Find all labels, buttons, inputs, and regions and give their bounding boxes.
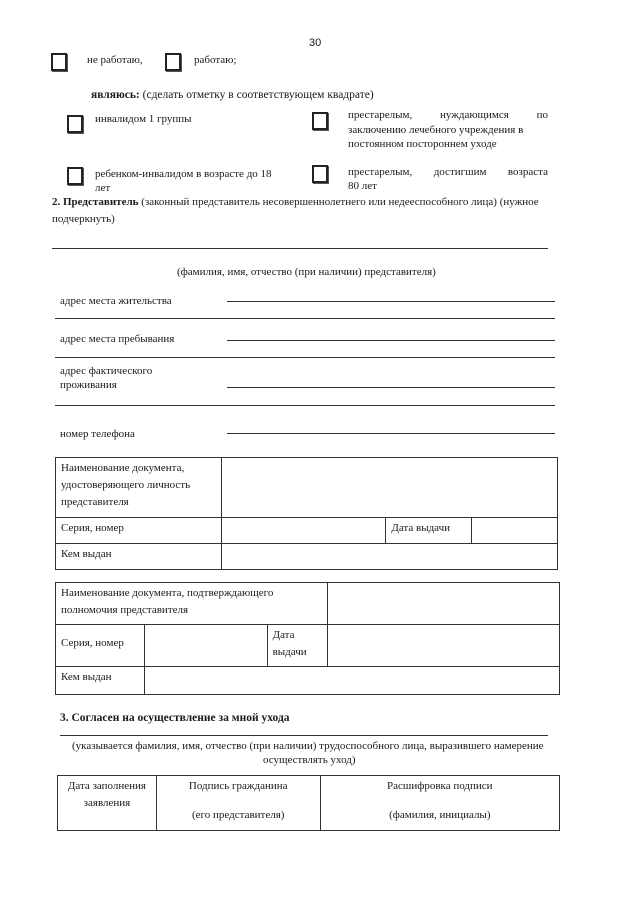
identity-issue-date-value[interactable] [472,518,558,544]
signature-label-line2: (его представителя) [192,809,285,821]
stay-address-line2[interactable] [55,357,555,358]
working-checkbox[interactable] [165,53,181,71]
working-label: работаю; [194,54,237,66]
phone-line[interactable] [227,433,555,434]
authority-series-value[interactable] [144,625,267,667]
authority-document-table [55,582,560,695]
caregiver-caption-line1: (указывается фамилия, имя, отчество (при наличии) трудоспособного лица, выразившего намерение [72,740,544,752]
phone-label: номер телефона [60,428,135,440]
section3-title: 3. Согласен на осуществление за мной ухода [60,712,290,724]
identity-doc-name-line3: представителя [61,496,129,508]
not-working-label: не работаю, [87,54,143,66]
signature-decode-cell[interactable] [320,776,559,831]
identity-doc-name-value[interactable] [221,458,557,518]
elderly-care-label-line3: постоянном постороннем уходе [348,138,497,150]
signature-cell[interactable] [156,776,320,831]
authority-doc-name-line2: полномочия представителя [61,604,189,616]
authority-doc-name-line1: Наименование документа, подтверждающего [61,587,274,599]
status-heading-bold: являюсь: [91,89,140,101]
identity-issued-by-value[interactable] [221,544,557,570]
signature-label-line1: Подпись гражданина [188,780,288,792]
identity-issue-date-label: Дата выдачи [386,518,472,544]
signature-decode-line1: Расшифровка подписи [386,780,493,792]
fill-date-label-line2: заявления [83,797,131,809]
authority-issue-date-label [267,625,327,667]
caregiver-caption-line2: осуществлять уход) [263,754,356,766]
authority-issue-date-line2: выдачи [272,646,307,658]
caregiver-name-line[interactable] [60,735,548,736]
authority-issued-by-value[interactable] [144,667,559,695]
signature-table [57,775,560,831]
elderly-80-label-line2: 80 лет [348,180,377,192]
authority-issue-date-line1: Дата [272,629,295,641]
authority-doc-name-value[interactable] [327,583,559,625]
authority-doc-name-cell [56,583,328,625]
disabled-child-label-line1: ребенком-инвалидом в возрасте до 18 [95,168,272,180]
section2-heading [52,195,539,209]
section2-title: 2. Представитель [52,196,139,208]
status-heading-note: (сделать отметку в соответствующем квадрате) [142,89,374,101]
identity-document-table [55,457,558,570]
fill-date-label-line1: Дата заполнения [67,780,146,792]
identity-doc-name-line1: Наименование документа, [61,462,185,474]
representative-name-line[interactable] [52,248,548,249]
residence-address-label: адрес места жительства [60,295,172,307]
elderly-care-label-line1: престарелым, нуждающимся по [348,109,548,121]
page-number: 30 [309,37,322,49]
section2-note-line1: (законный представитель несовершеннолетнего или недееспособного лица) (нужное [141,196,539,208]
elderly-care-label-line2: заключению лечебного учреждения в [348,124,524,136]
identity-doc-name-line2: удостоверяющего личность [61,479,191,491]
elderly-care-checkbox[interactable] [312,112,328,130]
disabled-child-checkbox[interactable] [67,167,83,185]
disabled-child-label-line2: лет [95,182,111,194]
identity-issued-by-label: Кем выдан [56,544,222,570]
residence-address-line2[interactable] [55,318,555,319]
elderly-80-checkbox[interactable] [312,165,328,183]
actual-address-line2[interactable] [55,405,555,406]
stay-address-label: адрес места пребывания [60,333,175,345]
fill-date-cell[interactable] [58,776,157,831]
not-working-checkbox[interactable] [51,53,67,71]
identity-doc-name-cell [56,458,222,518]
authority-issue-date-value[interactable] [327,625,559,667]
status-heading [91,88,374,102]
elderly-80-label-line1: престарелым, достигшим возраста [348,166,548,178]
disabled-group1-checkbox[interactable] [67,115,83,133]
authority-series-label: Серия, номер [56,625,145,667]
actual-address-line[interactable] [227,387,555,388]
identity-series-label: Серия, номер [56,518,222,544]
residence-address-line[interactable] [227,301,555,302]
section2-note-line2: подчеркнуть) [52,213,115,225]
identity-series-value[interactable] [221,518,386,544]
actual-address-label-line1: адрес фактического [60,365,153,377]
stay-address-line[interactable] [227,340,555,341]
disabled-group1-label: инвалидом 1 группы [95,113,192,125]
representative-name-caption: (фамилия, имя, отчество (при наличии) представителя) [177,266,436,278]
signature-decode-line2: (фамилия, инициалы) [389,809,491,821]
authority-issued-by-label: Кем выдан [56,667,145,695]
actual-address-label-line2: проживания [60,379,117,391]
